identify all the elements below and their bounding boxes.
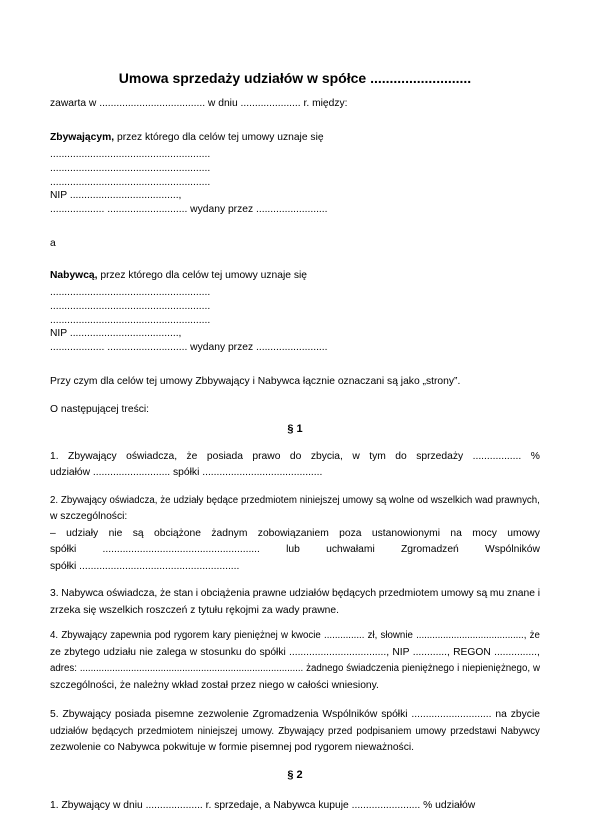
seller-name-blank-2: ........................................................ [50,162,211,174]
clause-line: – udziały nie są obciążone żadnym zobowiązaniem poza ustanowionymi na mocy umowy [50,527,540,539]
clause-line: 3. Nabywca oświadcza, że stan i obciążenia prawne udziałów będących przedmiotem umowy są mu znane i [50,588,540,600]
document-title: Umowa sprzedaży udziałów w spółce .......................... [118,70,472,86]
buyer-label: Nabywcą, [50,269,98,281]
buyer-name-blank-1: ........................................................ [50,286,211,298]
seller-fill-in-block [50,148,540,217]
seller-label: Zbywającym, [50,132,115,143]
buyer-name-blank-2: ........................................................ [50,300,211,312]
clause-line: spółki ........................................................ [50,560,240,572]
section-1-heading: § 1 [287,422,303,435]
clause-line: w szczególności: [50,511,128,523]
intro-line: zawarta w ..................................... w dniu ..................... r. między: [50,98,348,109]
clause-1-2 [50,493,540,576]
clause-line: spółki ....................................................... lub uchwałami Zgromadzeń Wspólników [50,544,540,556]
seller-lead-line [50,131,540,145]
clause-line: udziałów będących przedmiotem niniejszej umowy. Zbywający przed podpisaniem umowy przedstawi Nabywcy [50,725,540,737]
seller-lead-rest: przez którego dla celów tej umowy uznaje się [114,132,324,143]
seller-name-blank-1: ........................................................ [50,149,211,160]
buyer-nip-line: NIP ......................................, [50,328,182,340]
clause-line: udziałów ........................... spółki .......................................... [50,467,323,479]
clause-1-5 [50,707,540,757]
clause-2-1 [50,798,540,815]
seller-section [50,131,540,217]
buyer-fill-in-block [50,286,540,355]
clause-line: adres: ................................................................................... żadnego świadczenia pieniężnego i niepieniężnego, w [50,663,540,675]
clause-1-3 [50,586,540,619]
buyer-id-line: ................... ............................ wydany przez ......................... [50,342,328,354]
clause-line: 5. Zbywający posiada pisemne zezwolenie Zgromadzenia Wspólników spółki ............................ na zbycie [50,709,540,721]
clause-line: 1. Zbywający w dniu .................... r. sprzedaje, a Nabywca kupuje ........................ % udziałów [50,799,476,811]
seller-id-line: ................... ............................ wydany przez ......................... [50,204,328,216]
buyer-lead-rest: przez którego dla celów tej umowy uznaje się [97,269,307,281]
clause-line: 4. Zbywający zapewnia pod rygorem kary pieniężnej w kwocie ............... zł, słownie ........................................, że [50,630,540,642]
buyer-name-blank-3: ........................................................ [50,314,211,326]
clause-line: 1. Zbywający oświadcza, że posiada prawo do zbycia, w tym do sprzedaży ................. % [50,450,540,462]
content-lead: O następującej treści: [50,403,150,415]
buyer-lead-line [50,269,540,283]
clause-1-1 [50,449,540,482]
seller-name-blank-3: ........................................................ [50,176,211,188]
clause-line: 2. Zbywający oświadcza, że udziały będące przedmiotem niniejszej umowy są wolne od wszelkich wad prawnych, [50,494,540,506]
clause-line: zezwolenie co Nabywca pokwituje w formie pisemnej pod rygorem nieważności. [50,742,414,754]
buyer-section [50,269,540,355]
seller-nip-line: NIP ......................................, [50,190,182,202]
clause-line: zrzeka się wszelkich roszczeń z tytułu rękojmi za wady prawne. [50,604,339,616]
contract-content [50,70,540,814]
section-2-heading: § 2 [287,768,303,781]
connector-word: a [50,237,56,249]
parties-note: Przy czym dla celów tej umowy Zbbywający i Nabywca łącznie oznaczani są jako „strony”. [50,375,461,387]
clause-line: szczególności, że należny wkład został przez niego w całości wniesiony. [50,679,379,691]
clause-1-4 [50,628,540,694]
clause-line: ze zbytego udziału nie zalega w stosunku do spółki .................................., NIP ............, REGON ..............., [50,646,540,658]
